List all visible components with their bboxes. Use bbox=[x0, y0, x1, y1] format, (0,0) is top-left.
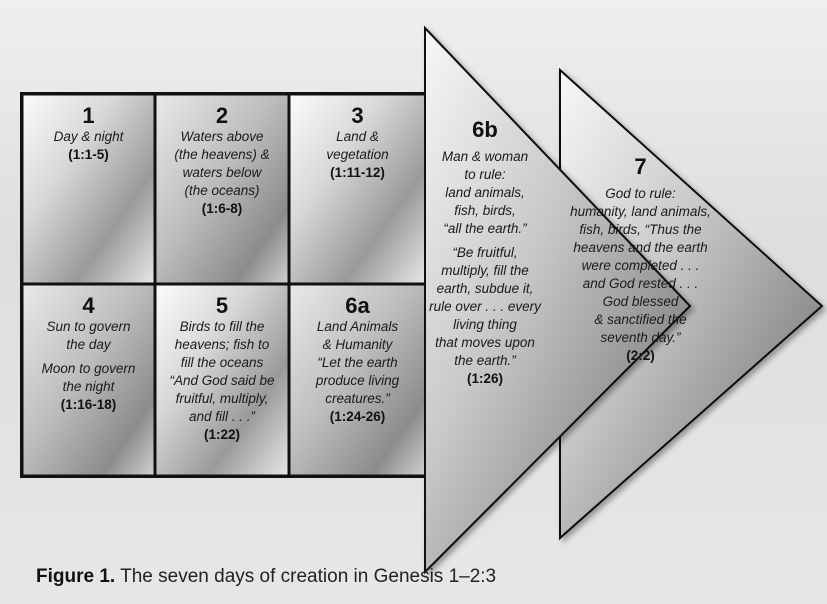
day-6b-block bbox=[425, 118, 545, 388]
day-description: Land Animals & Humanity “Let the earth produce living creatures.” bbox=[315, 319, 400, 406]
day-number: 7 bbox=[634, 154, 647, 179]
day-description: Day & night bbox=[53, 129, 124, 144]
verse-reference: (1:1-5) bbox=[68, 147, 109, 162]
verse-reference: (1:6-8) bbox=[201, 201, 243, 216]
day-number: 3 bbox=[351, 103, 364, 128]
verse-reference: (1:26) bbox=[466, 371, 503, 386]
figure-caption-label: Figure 1. bbox=[36, 566, 116, 587]
day-description-2: “Be fruitful, multiply, fill the earth, subdue it, rule over . . . every living thing that moves upon the earth.” bbox=[429, 245, 541, 368]
day-4-block bbox=[23, 288, 154, 414]
verse-reference: (1:22) bbox=[203, 427, 240, 442]
day-number: 6b bbox=[472, 117, 498, 142]
day-3-block bbox=[290, 98, 425, 182]
verse-reference: (1:24-26) bbox=[329, 409, 386, 424]
day-description: Man & woman to rule: land animals, fish, birds, “all the earth.” bbox=[441, 149, 529, 236]
day-number: 5 bbox=[215, 293, 229, 318]
day-6a-block bbox=[290, 288, 425, 426]
day-2-block bbox=[156, 98, 288, 218]
day-1-block bbox=[23, 98, 154, 164]
day-5-block bbox=[156, 288, 288, 444]
day-number: 4 bbox=[82, 293, 95, 318]
day-description-2: Moon to govern the night bbox=[41, 361, 136, 394]
verse-reference: (1:16-18) bbox=[60, 397, 117, 412]
day-description: Land & vegetation bbox=[326, 129, 389, 162]
day-number: 2 bbox=[215, 103, 229, 128]
figure-caption bbox=[36, 566, 496, 588]
day-description: Birds to fill the heavens; fish to fill the oceans bbox=[174, 319, 270, 370]
day-description: God to rule: humanity, land animals, fish, birds, “Thus the heavens and the earth were completed . . . and God rested . . . God blessed & sanctified the seventh day.” bbox=[570, 186, 711, 345]
day-description: Sun to govern the day bbox=[46, 319, 131, 352]
day-description-2: “And God said be fruitful, multiply, and fill . . .” bbox=[169, 373, 275, 424]
day-number: 1 bbox=[82, 103, 95, 128]
figure-caption-text: The seven days of creation in Genesis 1–2:3 bbox=[120, 566, 497, 587]
day-number: 6a bbox=[345, 293, 370, 318]
verse-reference: (1:11-12) bbox=[330, 165, 385, 180]
day-7-block bbox=[553, 155, 728, 365]
verse-reference: (2:2) bbox=[626, 348, 655, 363]
day-description: Waters above (the heavens) & waters below (the oceans) bbox=[174, 129, 270, 198]
